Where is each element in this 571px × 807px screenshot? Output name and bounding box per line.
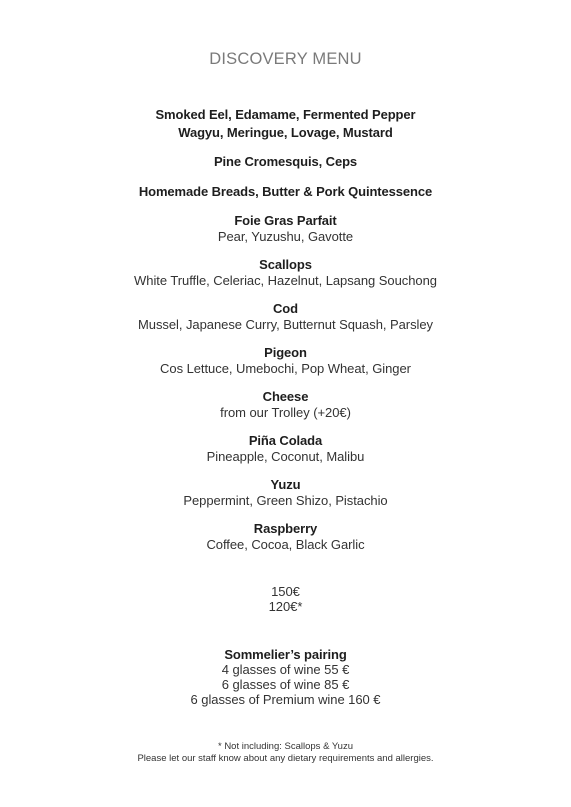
footnote-allergies: Please let our staff know about any dietary requirements and allergies. <box>137 753 434 764</box>
course-description: Peppermint, Green Shizo, Pistachio <box>183 493 388 508</box>
course-name: Cod <box>273 301 298 316</box>
course-name: Piña Colada <box>248 433 323 448</box>
course-description: Coffee, Cocoa, Black Garlic <box>206 537 365 552</box>
menu-price-reduced: 120€* <box>268 599 303 614</box>
menu-title: DISCOVERY MENU <box>209 50 362 68</box>
menu-price: 150€ <box>271 584 300 599</box>
course-description: Cos Lettuce, Umebochi, Pop Wheat, Ginger <box>160 361 411 376</box>
pairing-title: Sommelier’s pairing <box>224 647 347 662</box>
course-description: from our Trolley (+20€) <box>220 405 351 420</box>
pairing-option: 6 glasses of Premium wine 160 € <box>190 692 381 707</box>
pairing-option: 4 glasses of wine 55 € <box>221 662 350 677</box>
course-description: Pineapple, Coconut, Malibu <box>206 449 365 464</box>
footnote-not-including: * Not including: Scallops & Yuzu <box>217 741 354 752</box>
course-name: Pigeon <box>264 345 307 360</box>
course-description: Mussel, Japanese Curry, Butternut Squash, Parsley <box>137 317 433 332</box>
course-name: Scallops <box>259 257 312 272</box>
course-name: Yuzu <box>270 477 301 492</box>
course-description: Pear, Yuzushu, Gavotte <box>217 229 354 244</box>
course-name: Homemade Breads, Butter & Pork Quintessence <box>138 184 433 199</box>
course-name: Cheese <box>262 389 309 404</box>
course-name: Raspberry <box>253 521 318 536</box>
course-name: Wagyu, Meringue, Lovage, Mustard <box>178 125 393 140</box>
course-name: Foie Gras Parfait <box>234 213 337 228</box>
course-name: Smoked Eel, Edamame, Fermented Pepper <box>155 107 416 122</box>
course-description: White Truffle, Celeriac, Hazelnut, Lapsang Souchong <box>134 273 437 288</box>
course-name: Pine Cromesquis, Ceps <box>213 154 358 169</box>
pairing-option: 6 glasses of wine 85 € <box>221 677 350 692</box>
